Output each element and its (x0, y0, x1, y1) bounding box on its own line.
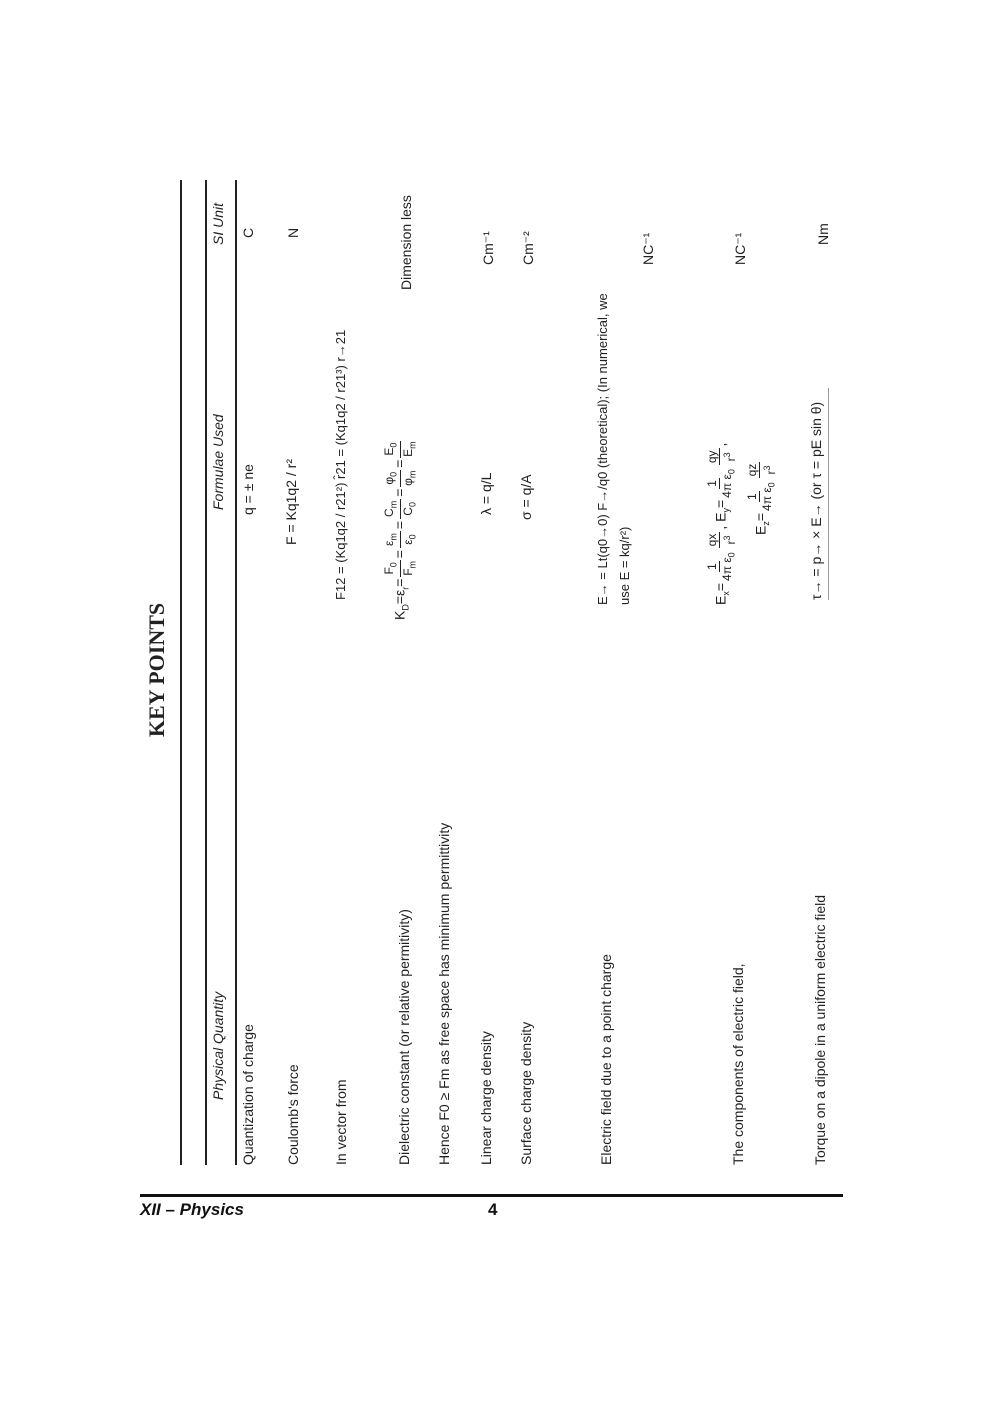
formula-dielectric: $K_D=\varepsilon_r=$ $F_0$ $F_m$ = $\varepsilon_m$ $\varepsilon_0$ = $C_m$ $C_0$ = $\varphi_0$ $\varphi_m$ = $E_0$ $E_m$ (382, 441, 418, 620)
formula-linear: λ = q/L (478, 472, 494, 515)
formula-torque: τ→ = p→ × E→ (or τ = pE sin θ) (808, 401, 824, 600)
formula-surface: σ = q/A (518, 474, 534, 520)
quantity-cell: Coulomb's force (285, 1064, 301, 1165)
unit-cell: Cm⁻² (520, 231, 536, 265)
quantity-cell: Torque on a dipole in a uniform electric field (812, 894, 828, 1165)
table-top-rule (180, 180, 182, 1165)
unit-cell: Nm (815, 223, 831, 245)
header-quantity: Physical Quantity (210, 991, 226, 1100)
formula-vector: F12 = (Kq1q2 / r21²) r̂21 = (Kq1q2 / r21³) r→21 (333, 329, 348, 600)
footer-rule (140, 1194, 843, 1197)
header-unit: SI Unit (210, 202, 226, 245)
rotated-content (140, 170, 860, 1170)
unit-cell: NC⁻¹ (640, 232, 656, 265)
header-rule (205, 180, 207, 1165)
page-title: KEY POINTS (144, 602, 169, 738)
page-number: 4 (488, 1200, 498, 1219)
footer-subject: XII – Physics (140, 1200, 244, 1219)
quantity-cell: Hence F0 ≥ Fm as free space has minimum permittivity (436, 822, 452, 1165)
unit-cell: Cm⁻¹ (480, 231, 496, 265)
quantity-cell: The components of electric field, (730, 963, 746, 1165)
formula-coulomb: F = Kq1q2 / r² (283, 459, 299, 545)
formula-quantization: q = ± ne (240, 464, 256, 515)
quantity-cell: In vector from (333, 1079, 349, 1165)
header-bottom-rule (235, 180, 237, 1165)
formula-ez: $E_z=$ 1 4π $\varepsilon_0$ qz $r^3$ (745, 463, 779, 535)
quantity-cell: Dielectric constant (or relative permitivity) (396, 909, 412, 1165)
unit-cell: Dimension less (398, 195, 414, 290)
quantity-cell: Linear charge density (478, 1031, 494, 1165)
formula-components: $E_x=$ 1 4π $\varepsilon_0$ qx $r^3$ , $E_y=$ 1 4π $\varepsilon_0$ qy $r^3$ , (705, 442, 739, 605)
quantity-cell: Surface charge density (518, 1021, 534, 1165)
header-formula: Formulae Used (210, 414, 226, 510)
quantity-cell: Quantization of charge (240, 1024, 256, 1165)
unit-cell: N (285, 227, 301, 238)
formula-field: E→ = Lt(q0→0) F→/q0 (theoretical); (In numerical, we use E = kq/r²) (595, 293, 632, 605)
unit-cell: NC⁻¹ (732, 232, 748, 265)
formula-underline (828, 388, 829, 600)
unit-cell: C (240, 227, 256, 238)
quantity-cell: Electric field due to a point charge (598, 954, 614, 1165)
